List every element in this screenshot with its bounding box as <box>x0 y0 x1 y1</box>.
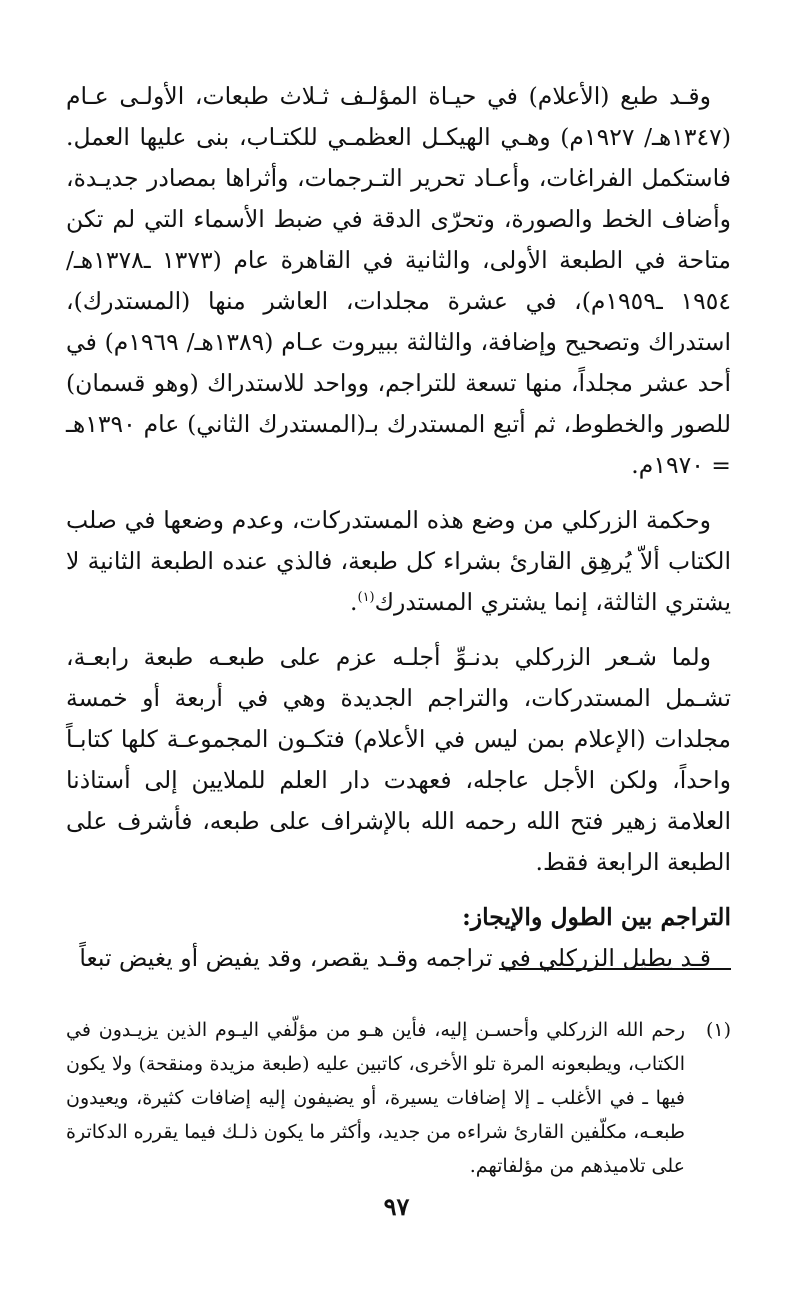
paragraph-fourth-edition: ولما شـعر الزركلي بدنـوِّ أجلـه عزم على طبعـه طبعة رابعـة، تشـمل المستدركات، والتراجم الجديدة وهي في أربعة أو خمسة مجلدات (الإعلام بمن ليس في الأعلام) فتكـون المجموعـة كلها كتابـاً واحداً، ولكن الأجل عاجله، فعهدت دار العلم للملايين إلى أستاذنا العلامة زهير فتح الله رحمه الله بالإشراف على طبعه، فأشرف على الطبعة الرابعة فقط. <box>66 643 731 876</box>
page-number: ٩٧ <box>383 1192 410 1221</box>
section-heading: التراجم بين الطول والإيجاز: <box>462 903 731 931</box>
footnote-marker: (١) <box>705 1019 731 1041</box>
footnote-divider <box>499 968 731 970</box>
paragraph-supplements-text: وحكمة الزركلي من وضع هذه المستدركات، وعدم وضعها في صلب الكتاب ألاّ يُرهِق القارئ بشراء كل طبعة، فالذي عنده الطبعة الثانية لا يشتري الثالثة، إنما يشتري المستدرك <box>66 506 731 616</box>
footnote-text: رحم الله الزركلي وأحسـن إليه، فأين هـو من مؤلّفي اليـوم الذين يزيـدون في الكتاب، ويطبعونه المرة تلو الأخرى، كاتبين عليه (طبعة مزيدة ومنقحة) ولا يكون فيها ـ في الأغلب ـ إلا إضافات يسيرة، أو يضيفون إليه إضافات كثيرة، ويعيدون طبعـه، مكلّفين القارئ شراءه من جديد، وأكثر ما يكون ذلـك فيما يقرره الدكاترة على تلاميذهم من مؤلفاتهم. <box>66 1019 685 1177</box>
sentence-end: . <box>350 588 358 616</box>
footnote-reference[interactable]: (١) <box>357 590 375 606</box>
paragraph-section-start: قـد يطيل الزركلي في تراجمه وقـد يقصر، وقد يفيض أو يغيض تبعاً <box>79 944 711 972</box>
paragraph-editions: وقـد طبع (الأعلام) في حيـاة المؤلـف ثـلاث طبعات، الأولـى عـام (١٣٤٧هـ/ ١٩٢٧م) وهـي الهيكـل العظمـي للكتـاب، بنى عليها العمل. فاستكمل الفراغات، وأعـاد تحرير التـرجمات، وأثراها بمصادر جديـدة، وأضاف الخط والصورة، وتحرّى الدقة في ضبط الأسماء التي لم تكن متاحة في الطبعة الأولى، والثانية في القاهرة عام (١٣٧٣ ـ١٣٧٨هـ/ ١٩٥٤ ـ١٩٥٩م)، في عشرة مجلدات، العاشر منها (المستدرك)، استدراك وتصحيح وإضافة، والثالثة ببيروت عـام (١٣٨٩هـ/ ١٩٦٩م) في أحد عشر مجلداً، منها تسعة للتراجم، وواحد للاستدراك (وهو قسمان) للصور والخطوط، ثم أتبع المستدرك بـ(المستدرك الثاني) عام ١٣٩٠هـ = ١٩٧٠م. <box>66 82 731 479</box>
page-body <box>66 76 731 979</box>
footnote <box>66 1013 731 1183</box>
paragraph-supplements <box>66 500 731 623</box>
